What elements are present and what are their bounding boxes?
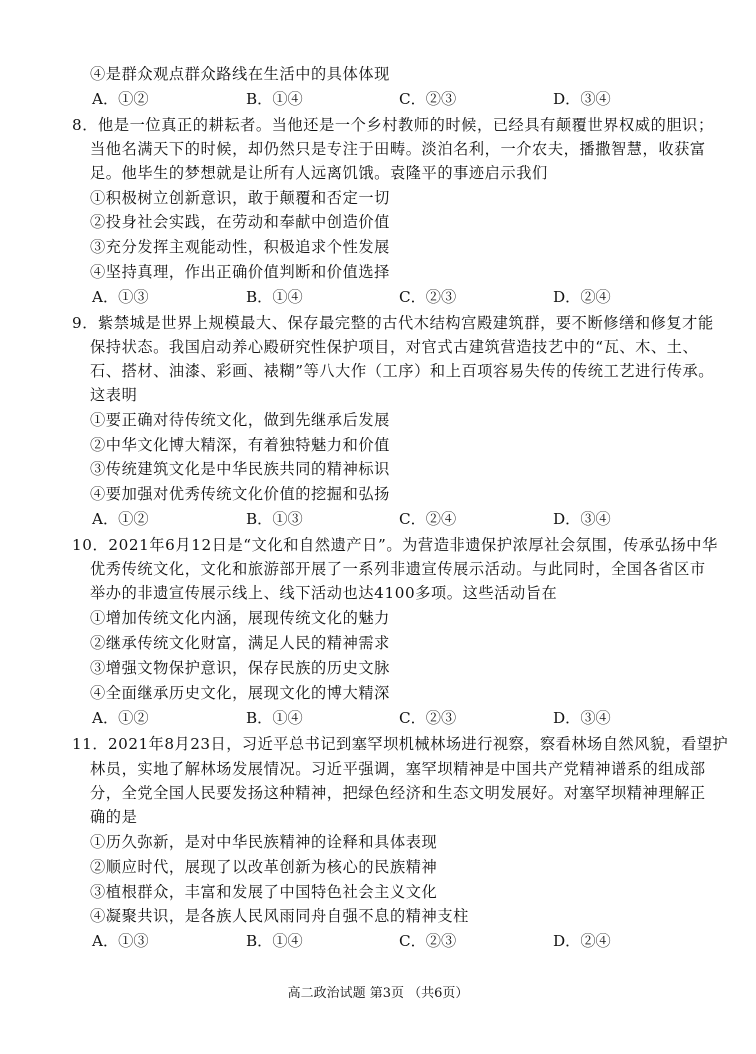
q8-option-b: B．①④: [246, 288, 303, 306]
q8-stem-line-1: 8．他是一位真正的耕耘者。当他还是一个乡村教师的时候，已经具有颠覆世界权威的胆识；: [72, 116, 714, 134]
q7-option-c: C．②③: [399, 90, 457, 108]
q10-stem-line-2: 优秀传统文化，文化和旅游部开展了一系列非遗宣传展示活动。与此同时，全国各省区市: [90, 560, 706, 578]
q11-item-4: ④凝聚共识，是各族人民风雨同舟自强不息的精神支柱: [90, 907, 469, 925]
q11-stem-line-2: 林员，实地了解林场发展情况。习近平强调，塞罕坝精神是中国共产党精神谱系的组成部: [90, 760, 706, 778]
q11-option-c: C．②③: [399, 932, 457, 950]
q10-stem-line-3: 举办的非遗宣传展示线上、线下活动也达4100多项。这些活动旨在: [90, 584, 558, 602]
q8-item-3: ③充分发挥主观能动性，积极追求个性发展: [90, 238, 390, 256]
q8-options: [92, 287, 692, 307]
q7-item-4: ④是群众观点群众路线在生活中的具体体现: [90, 65, 390, 83]
q7-option-d: D．③④: [553, 90, 611, 108]
q7-options: [92, 89, 692, 109]
q10-option-b: B．①④: [246, 709, 303, 727]
q8-item-4: ④坚持真理，作出正确价值判断和价值选择: [90, 263, 390, 281]
q10-stem-line-1: 10．2021年6月12日是“文化和自然遗产日”。为营造非遗保护浓厚社会氛围，传承弘扬中华: [72, 536, 718, 554]
q10-option-c: C．②③: [399, 709, 457, 727]
q8-item-1: ①积极树立创新意识，敢于颠覆和否定一切: [90, 189, 390, 207]
q9-options: [92, 509, 692, 529]
q8-stem-line-2: 当他名满天下的时候，却仍然只是专注于田畴。淡泊名利，一介农夫，播撒智慧，收获富: [90, 140, 706, 158]
q9-item-3: ③传统建筑文化是中华民族共同的精神标识: [90, 460, 390, 478]
q9-option-b: B．①③: [246, 510, 303, 528]
q9-stem-line-4: 这表明: [90, 386, 138, 404]
q9-item-2: ②中华文化博大精深，有着独特魅力和价值: [90, 436, 390, 454]
q10-option-d: D．③④: [553, 709, 611, 727]
q11-stem-line-1: 11．2021年8月23日，习近平总书记到塞罕坝机械林场进行视察，察看林场自然风貌，看望护: [72, 735, 729, 753]
q8-option-d: D．②④: [553, 288, 611, 306]
page-footer: 高二政治试题 第3页 （共6页）: [287, 986, 469, 1001]
q9-item-4: ④要加强对优秀传统文化价值的挖掘和弘扬: [90, 485, 390, 503]
q11-stem-line-4: 确的是: [90, 808, 138, 826]
q11-item-3: ③植根群众，丰富和发展了中国特色社会主义文化: [90, 883, 438, 901]
q11-option-a: A．①③: [92, 932, 149, 950]
q11-options: [92, 931, 692, 951]
q11-option-b: B．①④: [246, 932, 303, 950]
q10-item-4: ④全面继承历史文化，展现文化的博大精深: [90, 684, 390, 702]
q11-option-d: D．②④: [553, 932, 611, 950]
q9-stem-line-2: 保持状态。我国启动养心殿研究性保护项目，对官式古建筑营造技艺中的“瓦、木、土、: [90, 338, 699, 356]
q8-item-2: ②投身社会实践，在劳动和奉献中创造价值: [90, 213, 390, 231]
q10-options: [92, 708, 692, 728]
q8-option-a: A．①③: [92, 288, 149, 306]
q8-stem-line-3: 足。他毕生的梦想就是让所有人远离饥饿。袁隆平的事迹启示我们: [90, 164, 548, 182]
q10-item-1: ①增加传统文化内涵，展现传统文化的魅力: [90, 609, 390, 627]
q10-item-3: ③增强文物保护意识，保存民族的历史文脉: [90, 659, 390, 677]
q7-option-b: B．①④: [246, 90, 303, 108]
q11-stem-line-3: 分，全党全国人民要发扬这种精神，把绿色经济和生态文明发展好。对塞罕坝精神理解正: [90, 784, 706, 802]
q9-item-1: ①要正确对待传统文化，做到先继承后发展: [90, 411, 390, 429]
q8-option-c: C．②③: [399, 288, 457, 306]
q9-option-a: A．①②: [92, 510, 149, 528]
q10-option-a: A．①②: [92, 709, 149, 727]
q10-item-2: ②继承传统文化财富，满足人民的精神需求: [90, 634, 390, 652]
q11-item-2: ②顺应时代，展现了以改革创新为核心的民族精神: [90, 858, 438, 876]
q9-option-c: C．②④: [399, 510, 457, 528]
q9-stem-line-1: 9．紫禁城是世界上规模最大、保存最完整的古代木结构宫殿建筑群，要不断修缮和修复才能: [72, 314, 714, 332]
q11-item-1: ①历久弥新，是对中华民族精神的诠释和具体表现: [90, 833, 438, 851]
q9-option-d: D．③④: [553, 510, 611, 528]
q9-stem-line-3: 石、搭材、油漆、彩画、裱糊”等八大作（工序）和上百项容易失传的传统工艺进行传承。: [90, 362, 715, 380]
q7-option-a: A．①②: [92, 90, 149, 108]
